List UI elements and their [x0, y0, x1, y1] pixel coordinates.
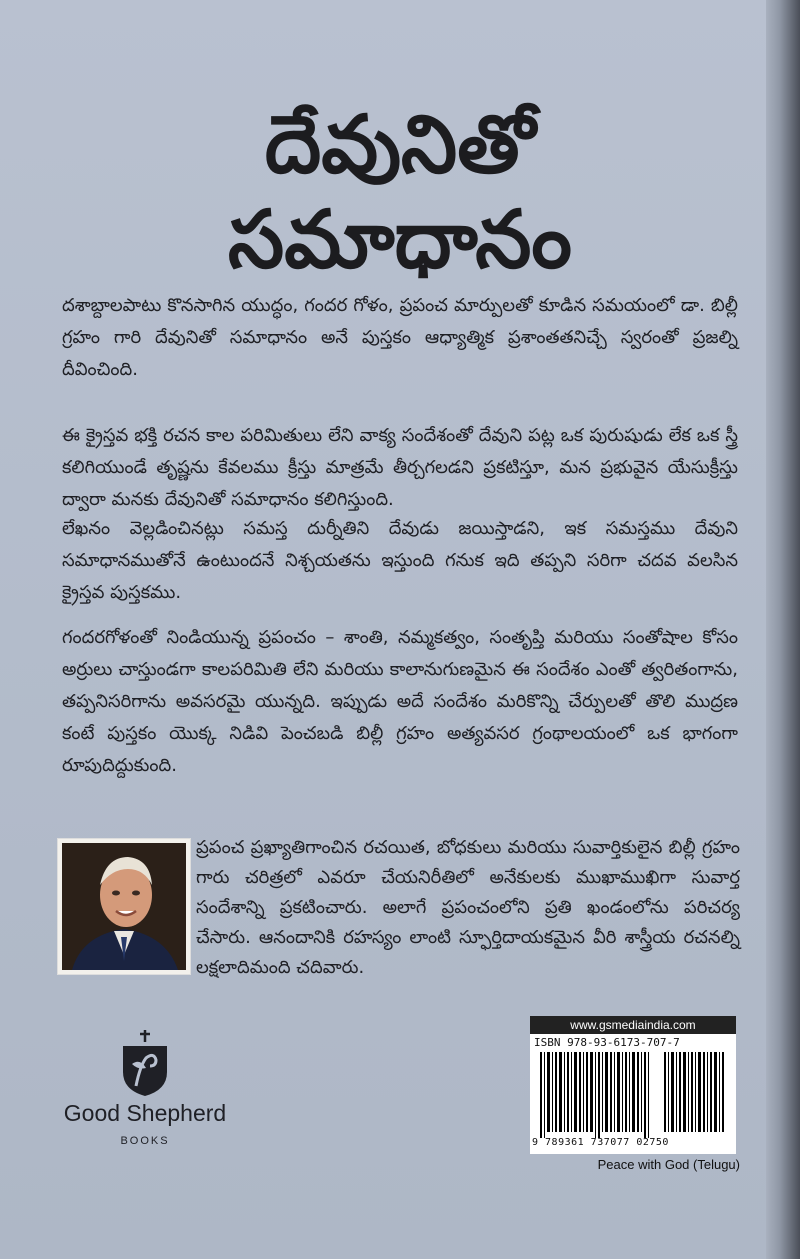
publisher-logo — [50, 1028, 240, 1158]
publisher-sub: BOOKS — [120, 1135, 170, 1147]
shepherd-shield-icon — [50, 1028, 240, 1100]
blurb-paragraph: దశాబ్దాలపాటు కొనసాగిన యుద్ధం, గందర గోళం, ప్రపంచ మార్పులతో కూడిన సమయంలో డా. బిల్లీ గ్రహం గారి దేవునితో సమాధానం అనే పుస్తకం ఆధ్యాత్మిక ప్రశాంతతనిచ్చే స్వరంతో ప్రజల్ని దీవించింది. — [62, 295, 738, 380]
title-line-2: సమాధానం — [228, 193, 572, 286]
website-label: www.gsmediaindia.com — [530, 1016, 736, 1034]
blurb-paragraph: లేఖనం వెల్లడించినట్లు సమస్త దుర్నీతిని దేవుడు జయిస్తాడని, ఇక సమస్తము దేవుని సమాధానముతోనే ఉంటుందనే నిశ్చయతను ఇస్తుంది గనుక ఇది తప్పని సరిగా చదవ వలసిన క్రైస్తవ పుస్తకము. — [62, 518, 738, 603]
author-portrait-icon — [62, 843, 186, 970]
barcode-digits: 9 789361 737077 02750 — [532, 1137, 669, 1148]
author-photo — [57, 838, 191, 975]
title-line-1: దేవునితో — [264, 98, 536, 191]
product-title: Peace with God (Telugu) — [597, 1157, 740, 1172]
isbn-label: ISBN 978-93-6173-707-7 — [534, 1036, 680, 1049]
blurb-paragraph: ఈ క్రైస్తవ భక్తి రచన కాల పరిమితులు లేని వాక్య సందేశంతో దేవుని పట్ల ఒక పురుషుడు లేక ఒక స్త్రీ కలిగియుండే తృష్ణను కేవలము క్రీస్తు మాత్రమే తీర్చగలడని ప్రకటిస్తూ, మన ప్రభువైన యేసుక్రీస్తు ద్వారా మనకు దేవునితో సమాధానం కలిగిస్తుంది. — [62, 425, 738, 510]
author-bio: ప్రపంచ ప్రఖ్యాతిగాంచిన రచయిత, బోధకులు మరియు సువార్తికులైన బిల్లీ గ్రహం గారు చరిత్రలో ఎవరూ చేయనిరీతిలో అనేకులకు ముఖాముఖిగా సువార్త సందేశాన్ని ప్రకటించారు. అలాగే ప్రపంచంలోని ప్రతి ఖండంలోను పరిచర్య చేసారు. ఆనందానికి రహస్యం లాంటి స్ఫూర్తిదాయకమైన వీరి శాస్త్రీయ రచనల్ని లక్షలాదిమంది చదివారు. — [196, 837, 740, 978]
barcode-panel — [530, 1016, 736, 1154]
publisher-name: Good Shepherd — [63, 1100, 227, 1126]
barcode-icon — [530, 1016, 736, 1154]
blurb-paragraph: గందరగోళంతో నిండియున్న ప్రపంచం – శాంతి, నమ్మకత్వం, సంతృప్తి మరియు సంతోషాల కోసం అర్రులు చాస్తుండగా కాలపరిమితి లేని మరియు కాలానుగుణమైన ఈ సందేశం ఎంతో త్వరితంగాను, తప్పనిసరిగాను అవసరమై యున్నది. ఇప్పుడు అదే సందేశం మరికొన్ని చేర్పులతో తొలి ముద్రణ కంటే పుస్తకం యొక్క నిడివి పెంచబడి బిల్లీ గ్రహం అత్యవసర గ్రంథాలయంలో ఒక భాగంగా రూపుదిద్దుకుంది. — [62, 627, 738, 776]
